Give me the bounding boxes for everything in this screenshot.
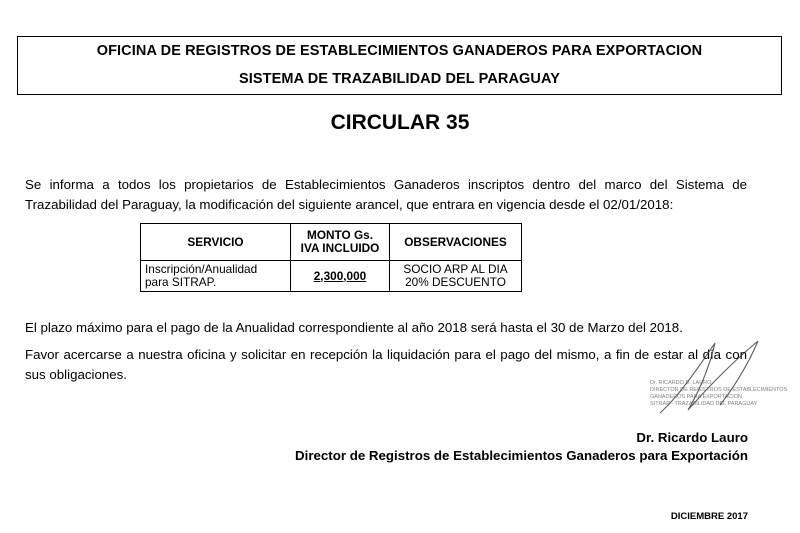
header-observaciones: OBSERVACIONES bbox=[390, 224, 522, 261]
signer-role: Director de Registros de Establecimientos Ganaderos para Exportación bbox=[295, 448, 748, 463]
signature-block bbox=[295, 429, 748, 465]
header-servicio: SERVICIO bbox=[141, 224, 291, 261]
header-monto bbox=[291, 224, 390, 261]
header-box bbox=[17, 36, 782, 95]
stamp-line4: SITRAP - TRAZABILIDAD DEL PARAGUAY bbox=[650, 401, 758, 407]
obs-line2: 20% DESCUENTO bbox=[405, 275, 506, 289]
cell-monto bbox=[291, 261, 390, 292]
office-name: OFICINA DE REGISTROS DE ESTABLECIMIENTOS GANADEROS PARA EXPORTACION bbox=[96, 43, 703, 59]
instructions-paragraph: Favor acercarse a nuestra oficina y solicitar en recepción la liquidación para el pago del mismo, a fin de estar al día con sus obligaciones. bbox=[25, 347, 747, 382]
servicio-line1: Inscripción/Anualidad bbox=[145, 262, 258, 276]
intro-paragraph: Se informa a todos los propietarios de Establecimientos Ganaderos inscriptos dentro del marco del Sistema de Trazabilidad del Paraguay, la modificación del siguiente arancel, que entrara en vigencia desde el 02/01/2018: bbox=[25, 177, 747, 212]
header-monto-line2: IVA INCLUIDO bbox=[300, 241, 380, 255]
signer-name: Dr. Ricardo Lauro bbox=[636, 430, 748, 445]
cell-servicio bbox=[141, 261, 291, 292]
deadline-paragraph: El plazo máximo para el pago de la Anualidad correspondiente al año 2018 será hasta el 30 de Marzo del 2018. bbox=[25, 320, 683, 335]
header-monto-line1: MONTO Gs. bbox=[307, 228, 373, 242]
amount-value: 2,300,000 bbox=[313, 268, 367, 283]
cell-observaciones bbox=[390, 261, 522, 292]
fee-table bbox=[140, 223, 522, 292]
table-header-row bbox=[141, 224, 522, 261]
stamp-line2: DIRECTOR DE REGISTROS DE ESTABLECIMIENTOS bbox=[650, 387, 788, 393]
table-row bbox=[141, 261, 522, 292]
official-stamp bbox=[650, 380, 788, 408]
stamp-line3: GANADEROS PARA EXPORTACION bbox=[650, 394, 742, 400]
document-title: CIRCULAR 35 bbox=[330, 111, 470, 134]
obs-line1: SOCIO ARP AL DIA bbox=[403, 262, 508, 276]
document-date: DICIEMBRE 2017 bbox=[670, 511, 748, 522]
stamp-line1: Dr. RICARDO D. LAURO bbox=[650, 380, 712, 386]
servicio-line2: para SITRAP. bbox=[145, 275, 217, 289]
system-name: SISTEMA DE TRAZABILIDAD DEL PARAGUAY bbox=[238, 71, 560, 87]
